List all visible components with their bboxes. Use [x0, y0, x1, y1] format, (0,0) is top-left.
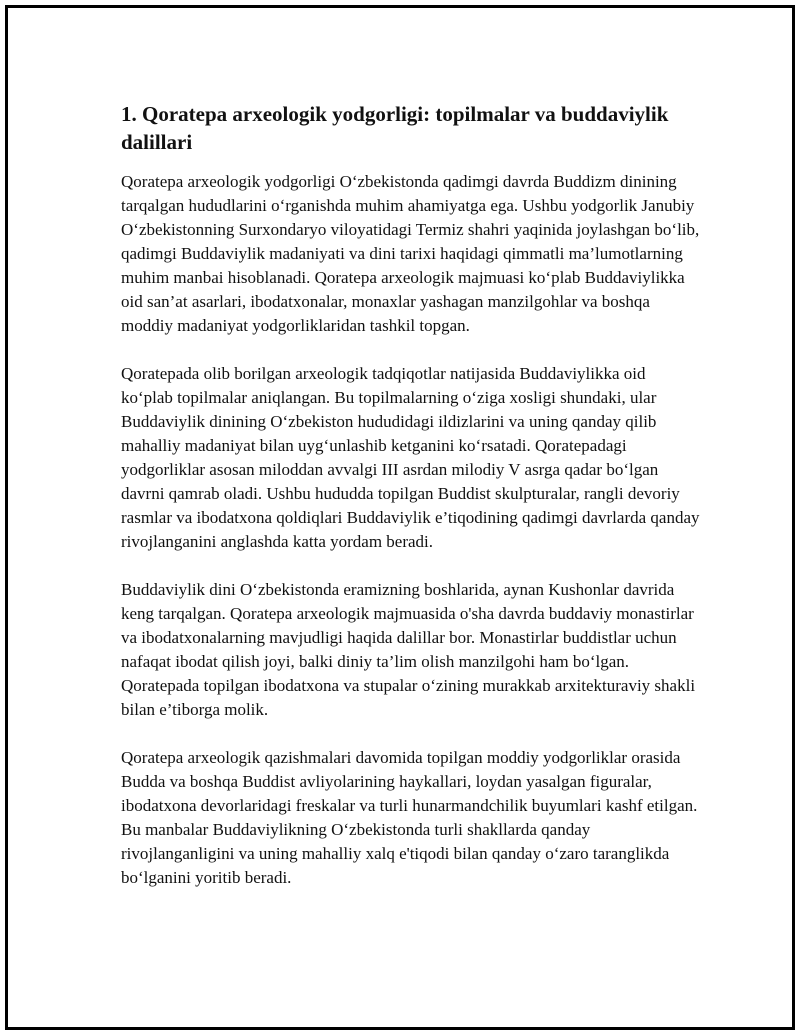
document-body — [121, 100, 701, 914]
paragraph-2: Qoratepada olib borilgan arxeologik tadqiqotlar natijasida Buddaviylikka oid ko‘plab topilmalar aniqlangan. Bu topilmalarning o‘ziga xosligi shundaki, ular Buddaviylik dinining O‘zbekiston hududidagi ildizlarini va uning qanday qilib mahalliy madaniyat bilan uyg‘unlashib ketganini ko‘rsatadi. Qoratepadagi yodgorliklar asosan miloddan avvalgi III asrdan milodiy V asrga qadar bo‘lgan davrni qamrab oladi. Ushbu hududda topilgan Buddist skulpturalar, rangli devoriy rasmlar va ibodatxona qoldiqlari Buddaviylik e’tiqodining qadimgi davrlarda qanday rivojlanganini anglashda katta yordam beradi. — [121, 364, 700, 551]
section-heading: 1. Qoratepa arxeologik yodgorligi: topilmalar va buddaviylik dalillari — [121, 102, 669, 154]
paragraph-4: Qoratepa arxeologik qazishmalari davomida topilgan moddiy yodgorliklar orasida Budda va boshqa Buddist avliyolarining haykallari, loydan yasalgan figuralar, ibodatxona devorlaridagi freskalar va turli hunarmandchilik buyumlari kashf etilgan. Bu manbalar Buddaviylikning O‘zbekistonda turli shakllarda qanday rivojlanganligini va uning mahalliy xalq e'tiqodi bilan qanday o‘zaro taranglikda bo‘lganini yoritib beradi. — [121, 748, 698, 887]
paragraph-1: Qoratepa arxeologik yodgorligi O‘zbekistonda qadimgi davrda Buddizm dinining tarqalgan hududlarini o‘rganishda muhim ahamiyatga ega. Ushbu yodgorlik Janubiy O‘zbekistonning Surxondaryo viloyatidagi Termiz shahri yaqinida joylashgan bo‘lib, qadimgi Buddaviylik madaniyati va dini tarixi haqidagi qimmatli ma’lumotlarning muhim manbai hisoblanadi. Qoratepa arxeologik majmuasi ko‘plab Buddaviylikka oid san’at asarlari, ibodatxonalar, monaxlar yashagan manzilgohlar va boshqa moddiy madaniyat yodgorliklaridan tashkil topgan. — [121, 172, 700, 335]
page-frame — [5, 5, 795, 1030]
paragraph-3: Buddaviylik dini O‘zbekistonda eramizning boshlarida, aynan Kushonlar davrida keng tarqalgan. Qoratepa arxeologik majmuasida o'sha davrda buddaviy monastirlar va ibodatxonalarning mavjudligi haqida dalillar bor. Monastirlar buddistlar uchun nafaqat ibodat qilish joyi, balki diniy ta’lim olish manzilgohi ham bo‘lgan. Qoratepada topilgan ibodatxona va stupalar o‘zining murakkab arxitekturaviy shakli bilan e’tiborga molik. — [121, 580, 696, 719]
